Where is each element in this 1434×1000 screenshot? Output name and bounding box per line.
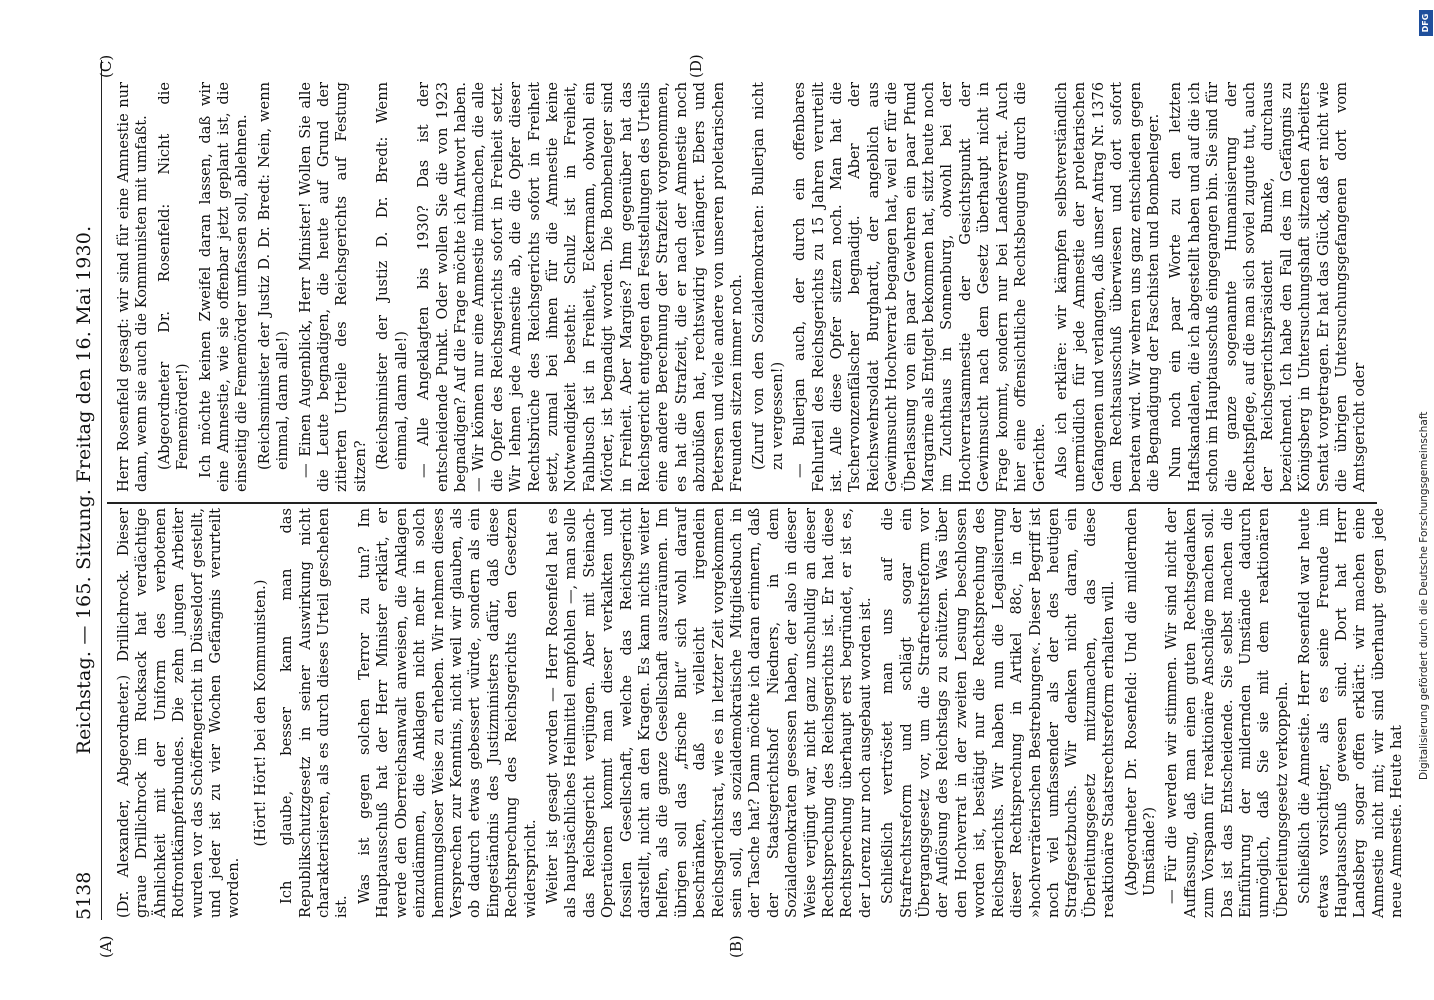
paragraph: Ich glaube, besser kann man das Republikschutzgesetz in seiner Auswirkung nicht charakterisieren, als es durch dieses Urteil geschehen ist. [278,508,351,918]
digitization-credit [1416,10,1434,990]
paragraph: Schließlich die Amnestie. Herr Rosenfeld war heute etwas vorsichtiger, als es seine Freunde im Hauptausschuß gewesen sind. Dort hat Herr Landsberg sogar offen erklärt: wir machen eine Amnestie nicht mit; wir sind überhaupt gegen jede neue Amnestie. Heute hat [1296,508,1406,918]
running-title: Reichstag. — 165. Sitzung. Freitag den 16. Mai 1930. [73,225,95,755]
paragraph: — Einen Augenblick, Herr Minister! Wollen Sie alle die Leute begnadigen, die heute auf Grund der zitierten Urteile des Reichsgerichts auf Festung sitzen? [296,82,369,492]
interjection: (Zuruf von den Sozialdemokraten: Bullerjan nicht zu vergessen!) [750,82,786,470]
paragraph: Schließlich vertröstet man uns auf die Strafrechtsreform und schlägt sogar ein Übergangsgesetz vor, um die Strafrechtsreform vor der Auflösung des Reichstags zu schützen. Was über den Hochverrat in der zweiten Lesung beschlossen worden ist, bestätigt nur die Rechtsprechung des Reichsgerichts. Wir haben nun die Legalisierung dieser Rechtsprechung in Artikel 88c, in der »hochverräterischen Bestrebungen«. Dieser Begriff ist noch viel umfassender als der des heutigen Strafgesetzbuchs. Wir denken nicht daran, ein Überleitungsgesetz mitzumachen, das diese reaktionäre Staatsrechtsreform erhalten will. [879,508,1118,918]
dfg-logo-text: DFG [1421,13,1430,33]
paragraph: Ich möchte keinen Zweifel daran lassen, daß wir eine Amnestie, wie sie offenbar jetzt geplant ist, die einseitig die Fememörder umfassen soll, ablehnen. [196,82,251,492]
paragraph: — Bullerjan auch, der durch ein offenbares Fehlurteil des Reichsgerichts zu 15 Jahren verurteilt ist. Alle diese Opfer sitzen noch. Man hat die Tschervonzenfälscher begnadigt. Aber der Reichswehrsoldat Burghardt, der angeblich aus Gewinnsucht Hochverrat begangen hat, weil er für die Überlassung von ein paar Gewehren ein paar Pfund Margarine als Entgelt bekommen hat, sitzt heute noch im Zuchthaus in Sonnenburg, obwohl bei der Hochverratsamnestie der Gesichtspunkt der Gewinnsucht nach dem Gesetz überhaupt nicht in Frage kommt, sondern nur bei Landesverrat. Auch hier eine offensichtliche Rechtsbeugung durch die Gerichte. [791,82,1048,492]
interjection: (Abgeordneter Dr. Rosenfeld: Und die mildernden Umstände?) [1122,508,1158,896]
paragraph: Nun noch ein paar Worte zu den letzten Haftskandalen, die ich abgestellt haben und auf die ich schon im Hauptausschuß eingegangen bin. Sie sind für die ganze sogenannte Humanisierung der Rechtspflege, auf die man sich soviel zugute tut, auch der Reichsgerichtspräsident Bumke, durchaus bezeichnend. Ich habe den Fall des im Gefängnis zu Königsberg in Untersuchungshaft sitzenden Arbeiters Sentat vorgetragen. Er hat das Glück, daß er nicht wie die übrigen Untersuchungsgefangenen dort vom Amtsgericht oder [1167,82,1369,492]
paragraph: Weiter ist gesagt worden — Herr Rosenfeld hat es als hauptsächliches Heilmittel empfohlen —, man solle das Reichsgericht verjüngen. Aber mit Steinach-Operationen kommt man dieser verkalkten und fossilen Gesellschaft, welche das Reichsgericht darstellt, nicht an den Kragen. Es kann nichts weiter helfen, als die ganze Gesellschaft auszuräumen. Im übrigen soll das „frische Blut“ sich wohl darauf beschränken, daß vielleicht irgendein Reichsgerichtsrat, wie es in letzter Zeit vorgekommen sein soll, das sozialdemokratische Mitgliedsbuch in der Tasche hat? Dann möchte ich daran erinnern, daß der Staatsgerichtshof Niedners, in dem Sozialdemokraten gesessen haben, der also in dieser Weise verjüngt war, nicht ganz unschuldig an dieser Rechtsprechung des Reichsgerichts ist. Er hat diese Rechtsprechung überhaupt erst begründet, er ist es, der Lorenz nur noch ausgebaut worden ist. [543,508,874,918]
credit-text: Digitalisierung gefördert durch die Deutsche Forschungsgemeinschaft [1418,411,1430,780]
right-column [115,82,1374,492]
interjection: (Hört! Hört! bei den Kommunisten.) [251,579,269,847]
interjection: (Reichsminister der Justiz D. Dr. Bredt: Nein, wenn einmal, dann alle!) [255,82,292,470]
paragraph: (Dr. Alexander, Abgeordneter.) Drillichrock. Dieser graue Drillichrock im Rucksack hat verdächtige Ähnlichkeit mit der Uniform des verbotenen Rotfrontkämpferbundes. Die zehn jungen Arbeiter wurden vor das Schöffengericht in Düsseldorf gestellt, und jeder ist zu vier Wochen Gefängnis verurteilt worden. [115,508,243,918]
margin-marker-c: (C) [97,54,115,78]
rotated-document-page [67,54,1406,958]
page-number: 5138 [73,871,95,920]
interjection: (Reichsminister der Justiz D. Dr. Bredt: Wenn einmal, dann alle!) [374,82,410,470]
paragraph: — Für die werden wir stimmen. Wir sind nicht der Auffassung, daß man einen guten Rechtsgedanken zum Vorspann für reaktionäre Anschläge machen soll. Das ist das Entscheidende. Sie selbst machen die Einführung der mildernden Umstände dadurch unmöglich, daß Sie sie mit dem reaktionären Überleitungsgesetz verkoppeln. [1163,508,1291,918]
paragraph: — Alle Angeklagten bis 1930? Das ist der entscheidende Punkt. Oder wollen Sie die von 1923 begnadigen? Auf die Frage möchte ich Antwort haben. — Wir können nur eine Amnestie mitmachen, die alle die Opfer des Reichsgerichts sofort in Freiheit setzt. Wir lehnen jede Amnestie ab, die die Opfer dieser Rechtsbrüche des Reichsgerichts sofort in Freiheit setzt, zumal bei ihnen für die Amnestie keine Notwendigkeit besteht: Schulz ist in Freiheit, Fahlbusch ist in Freiheit, Eckermann, obwohl ein Mörder, ist begnadigt worden. Die Bombenleger sind in Freiheit. Aber Margies? Ihm gegenüber hat das Reichsgericht entgegen den Feststellungen des Urteils eine andere Berechnung der Strafzeit vorgenommen, es hat die Strafzeit, die er nach der Amnestie noch abzubüßen hat, rechtswidrig verlängert. Ebers und Petersen und viele andere von unseren proletarischen Freunden sitzen immer noch. [415,82,745,492]
page-header [67,60,102,920]
column-divider [107,503,1377,505]
interjection: (Abgeordneter Dr. Rosenfeld: Nicht die Fememörder!) [155,82,192,470]
paragraph: Also ich erkläre: wir kämpfen selbstverständlich unermüdlich für jede Amnestie der proletarischen Gefangenen und verlangen, daß unser Antrag Nr. 1376 dem Rechtsausschuß überwiesen und dort sofort beraten wird. Wir wehren uns ganz entschieden gegen die Begnadigung der Faschisten und Bombenleger. [1052,82,1162,492]
margin-marker-a: (A) [97,935,115,958]
left-column [115,508,1411,918]
margin-marker-d: (D) [687,54,705,78]
page-content [67,54,1406,958]
margin-marker-b: (B) [727,935,745,958]
paragraph: Was ist gegen solchen Terror zu tun? Im Hauptausschuß hat der Herr Minister erklärt, er werde den Oberreichsanwalt anweisen, die Anklagen einzudämmen, die Anklagen nicht mehr in solch hemmungsloser Weise zu erheben. Wir nehmen dieses Versprechen zur Kenntnis, nicht weil wir glauben, als ob dadurch etwas gebessert würde, sondern als ein Eingeständnis des Justizministers dafür, daß diese Rechtsprechung des Reichsgerichts den Gesetzen widerspricht. [355,508,539,918]
paragraph: Herr Rosenfeld gesagt: wir sind für eine Amnestie nur dann, wenn sie auch die Kommunisten mit umfaßt. [115,82,151,492]
